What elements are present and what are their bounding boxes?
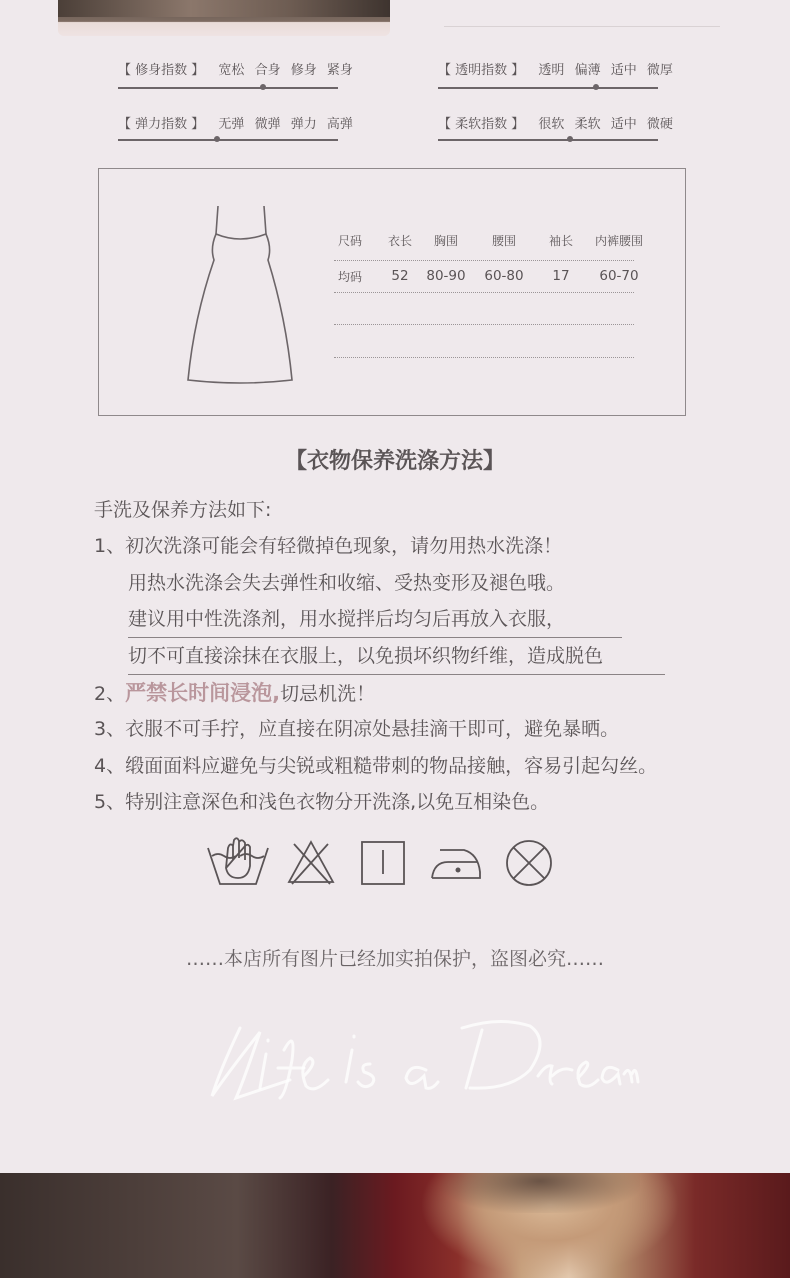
transparency-index-slider — [438, 87, 658, 89]
care-item-1c: 建议用中性洗涤剂，用水搅拌后均匀后再放入衣服， — [128, 608, 566, 630]
hand-wash-icon — [206, 836, 270, 888]
elasticity-index-label: 【 弹力指数 】 — [118, 117, 205, 132]
underline — [128, 637, 622, 638]
table-header — [334, 232, 643, 262]
softness-option: 微硬 — [646, 117, 673, 132]
underline — [128, 674, 665, 675]
table-header-cell: 胸围 — [433, 234, 458, 248]
softness-index — [438, 113, 679, 132]
copyright-notice: ……本店所有图片已经加实拍保护，盗图必究…… — [185, 948, 604, 970]
care-title: 【衣物保养洗涤方法】 — [284, 449, 505, 474]
table-cell: 17 — [552, 268, 570, 284]
table-header-cell: 内裤腰围 — [594, 234, 643, 248]
softness-index-label: 【 柔软指数 】 — [438, 117, 525, 132]
size-table — [334, 232, 643, 292]
divider — [444, 26, 720, 27]
softness-option: 适中 — [610, 117, 637, 132]
table-header-cell: 腰围 — [491, 234, 516, 248]
care-item-4: 4、缎面面料应避免与尖锐或粗糙带刺的物品接触，容易引起勾丝。 — [94, 755, 658, 777]
fit-option: 宽松 — [218, 63, 245, 78]
softness-index-slider — [438, 139, 658, 141]
transparency-option: 偏薄 — [574, 63, 601, 78]
product-photo-bottom — [0, 1173, 790, 1278]
transparency-option: 微厚 — [646, 63, 673, 78]
transparency-option: 透明 — [538, 63, 565, 78]
fit-index-marker — [260, 84, 266, 90]
care-item-2-number: 2、 — [94, 683, 126, 705]
elasticity-index-slider — [118, 139, 338, 141]
table-header-cell: 尺码 — [337, 234, 362, 248]
table-cell: 80-90 — [426, 268, 466, 284]
care-intro: 手洗及保养方法如下: — [94, 499, 272, 521]
transparency-option: 适中 — [610, 63, 637, 78]
care-warning-highlight: 严禁长时间浸泡, — [125, 681, 281, 705]
transparency-index-marker — [593, 84, 599, 90]
transparency-index — [438, 59, 679, 78]
elasticity-option: 微弹 — [254, 117, 281, 132]
care-item-1b: 用热水洗涤会失去弹性和收缩、受热变形及褪色哦。 — [128, 572, 566, 594]
care-item-1: 1、初次洗涤可能会有轻微掉色现象，请勿用热水洗涤！ — [94, 535, 563, 557]
elasticity-option: 弹力 — [290, 117, 317, 132]
table-cell: 60-70 — [599, 268, 639, 284]
fit-option: 合身 — [254, 63, 281, 78]
elasticity-option: 无弹 — [218, 117, 245, 132]
iron-low-icon — [430, 842, 482, 882]
table-header-cell: 袖长 — [548, 234, 573, 248]
hang-dry-icon — [360, 840, 406, 886]
table-header-cell: 衣长 — [387, 234, 412, 248]
table-cell: 52 — [391, 268, 409, 284]
no-bleach-icon — [286, 838, 336, 886]
table-cell: 60-80 — [484, 268, 524, 284]
product-photo-top — [58, 0, 390, 36]
life-is-a-dream-watermark — [200, 1010, 640, 1120]
elasticity-option: 高弹 — [326, 117, 353, 132]
care-item-1d: 切不可直接涂抹在衣服上，以免损坏织物纤维，造成脱色 — [128, 645, 604, 667]
table-cell: 均码 — [337, 270, 362, 284]
care-item-5: 5、特别注意深色和浅色衣物分开洗涤,以免互相染色。 — [94, 791, 550, 813]
no-tumble-dry-icon — [504, 838, 554, 888]
slip-dress-icon — [180, 198, 300, 388]
care-item-3: 3、衣服不可手拧，应直接在阴凉处悬挂滴干即可，避免暴晒。 — [94, 718, 620, 740]
care-item-2-text: 切忌机洗！ — [280, 683, 376, 705]
elasticity-index — [118, 113, 359, 132]
softness-index-marker — [567, 136, 573, 142]
elasticity-index-marker — [214, 136, 220, 142]
table-row — [334, 268, 639, 298]
fit-index — [118, 59, 359, 78]
care-item-2 — [94, 677, 375, 707]
fit-index-label: 【 修身指数 】 — [118, 63, 205, 78]
softness-option: 很软 — [538, 117, 565, 132]
fit-option: 修身 — [290, 63, 317, 78]
softness-option: 柔软 — [574, 117, 601, 132]
transparency-index-label: 【 透明指数 】 — [438, 63, 525, 78]
fit-index-slider — [118, 87, 338, 89]
fit-option: 紧身 — [326, 63, 353, 78]
